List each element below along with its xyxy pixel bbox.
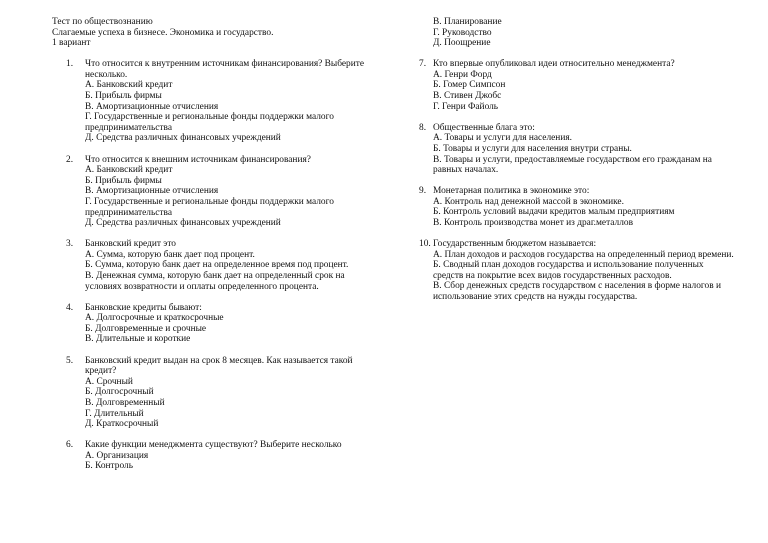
answer-option: В. Длительные и короткие	[85, 334, 191, 345]
answer-option: В. Контроль производства монет из драг.металлов	[433, 218, 633, 228]
answer-option: Д. Средства различных финансовых учреждений	[85, 218, 281, 229]
left-question-list	[52, 59, 372, 472]
answer-option: Б. Прибыль фирмы	[85, 175, 162, 186]
answer-option: В. Амортизационные отчисления	[85, 101, 219, 112]
question-number: 6.	[66, 440, 74, 451]
right-column	[416, 17, 736, 303]
answer-option: В. Долговременный	[85, 397, 165, 408]
answer-option: Б. Контроль условий выдачи кредитов малым предприятиям	[433, 207, 675, 218]
answer-option: В. Амортизационные отчисления	[85, 186, 219, 197]
answer-option: А. Срочный	[85, 376, 133, 387]
answer-option: Б. Сумма, которую банк дает на определенное время под процент.	[85, 260, 349, 271]
answer-option: Г. Генри Файоль	[433, 101, 499, 112]
question-text: Банковский кредит это	[85, 239, 176, 250]
question-number: 9.	[419, 186, 427, 197]
answer-option: Б. Прибыль фирмы	[85, 91, 162, 102]
answer-option: В. Товары и услуги, предоставляемые государством его гражданам на равных началах.	[433, 154, 712, 176]
answer-option: А. Сумма, которую банк дает под процент.	[85, 249, 255, 260]
question-number: 7.	[419, 59, 427, 70]
answer-option: А. Долгосрочные и краткосрочные	[85, 313, 224, 324]
question-item	[52, 356, 372, 430]
answer-option: Б. Долгосрочный	[85, 387, 154, 398]
topic-title: Слагаемые успеха в бизнесе. Экономика и государство.	[52, 27, 274, 38]
right-question-list	[416, 59, 736, 302]
answer-option: Б. Долговременные и срочные	[85, 323, 207, 334]
answer-option: Б. Сводный план доходов государства и использование полученных средств на покрытие всех видов государственных расходов.	[433, 260, 704, 281]
question-item	[416, 186, 736, 228]
answer-option: А. Организация	[85, 450, 149, 461]
answer-option: В. Денежная сумма, которую банк дает на определенный срок на условиях возвратности и оплаты определенного процента.	[85, 270, 345, 292]
answer-option: А. План доходов и расходов государства на определенный период времени.	[433, 249, 734, 260]
answer-option: А. Банковский кредит	[85, 165, 173, 176]
question-text: Общественные блага это:	[433, 122, 535, 133]
answer-option: Г. Руководство	[433, 27, 492, 38]
question-item	[52, 155, 372, 229]
question-item	[52, 440, 372, 472]
question-text: Государственным бюджетом называется:	[433, 239, 597, 250]
answer-option: А. Банковский кредит	[85, 80, 173, 91]
question-item	[52, 59, 372, 144]
answer-option: В. Стивен Джобс	[433, 91, 502, 102]
answer-option: Б. Товары и услуги для населения внутри страны.	[433, 143, 632, 154]
answer-option: Г. Длительный	[85, 408, 144, 419]
answer-option: Д. Средства различных финансовых учреждений	[85, 133, 281, 144]
question-item	[52, 303, 372, 345]
answer-option: В. Планирование	[433, 17, 502, 27]
answer-option: Г. Государственные и региональные фонды поддержки малого предпринимательства	[85, 196, 334, 218]
document-header	[52, 17, 372, 49]
answer-option: В. Сбор денежных средств государством с населения в форме налогов и использование этих средств на нужды государства.	[433, 281, 721, 303]
question-number: 4.	[66, 302, 74, 313]
question-number: 3.	[66, 239, 74, 250]
answer-option: А. Товары и услуги для населения.	[433, 133, 572, 144]
question-text: Кто впервые опубликовал идеи относительно менеджмента?	[433, 59, 675, 70]
answer-option: Д. Поощрение	[433, 38, 491, 49]
question-number: 1.	[66, 59, 74, 70]
question-number: 8.	[419, 122, 427, 133]
question-text: Банковские кредиты бывают:	[85, 302, 202, 313]
subject-title: Тест по обществознанию	[52, 17, 153, 27]
left-column	[52, 17, 372, 472]
question-6-continuation	[416, 17, 736, 49]
question-item	[52, 239, 372, 292]
answer-option: Б. Контроль	[85, 461, 133, 472]
answer-option: Г. Государственные и региональные фонды поддержки малого предпринимательства	[85, 112, 334, 133]
answer-option: Д. Краткосрочный	[85, 419, 159, 430]
question-number: 2.	[66, 154, 74, 165]
question-number: 10.	[419, 239, 431, 250]
question-item	[416, 239, 736, 303]
question-text: Что относится к внутренним источникам финансирования? Выберите несколько.	[85, 59, 364, 80]
question-text: Какие функции менеджмента существуют? Выберите несколько	[85, 440, 342, 451]
question-text: Монетарная политика в экономике это:	[433, 186, 590, 197]
answer-option: Б. Гомер Симпсон	[433, 80, 506, 91]
question-text: Что относится к внешним источникам финансирования?	[85, 154, 311, 165]
answer-option: А. Контроль над денежной массой в экономике.	[433, 196, 624, 207]
question-item	[416, 123, 736, 176]
variant-label: 1 вариант	[52, 38, 91, 49]
question-item	[416, 59, 736, 112]
question-number: 5.	[66, 355, 74, 366]
question-text: Банковский кредит выдан на срок 8 месяцев. Как называется такой кредит?	[85, 355, 353, 377]
answer-option: А. Генри Форд	[433, 69, 492, 80]
